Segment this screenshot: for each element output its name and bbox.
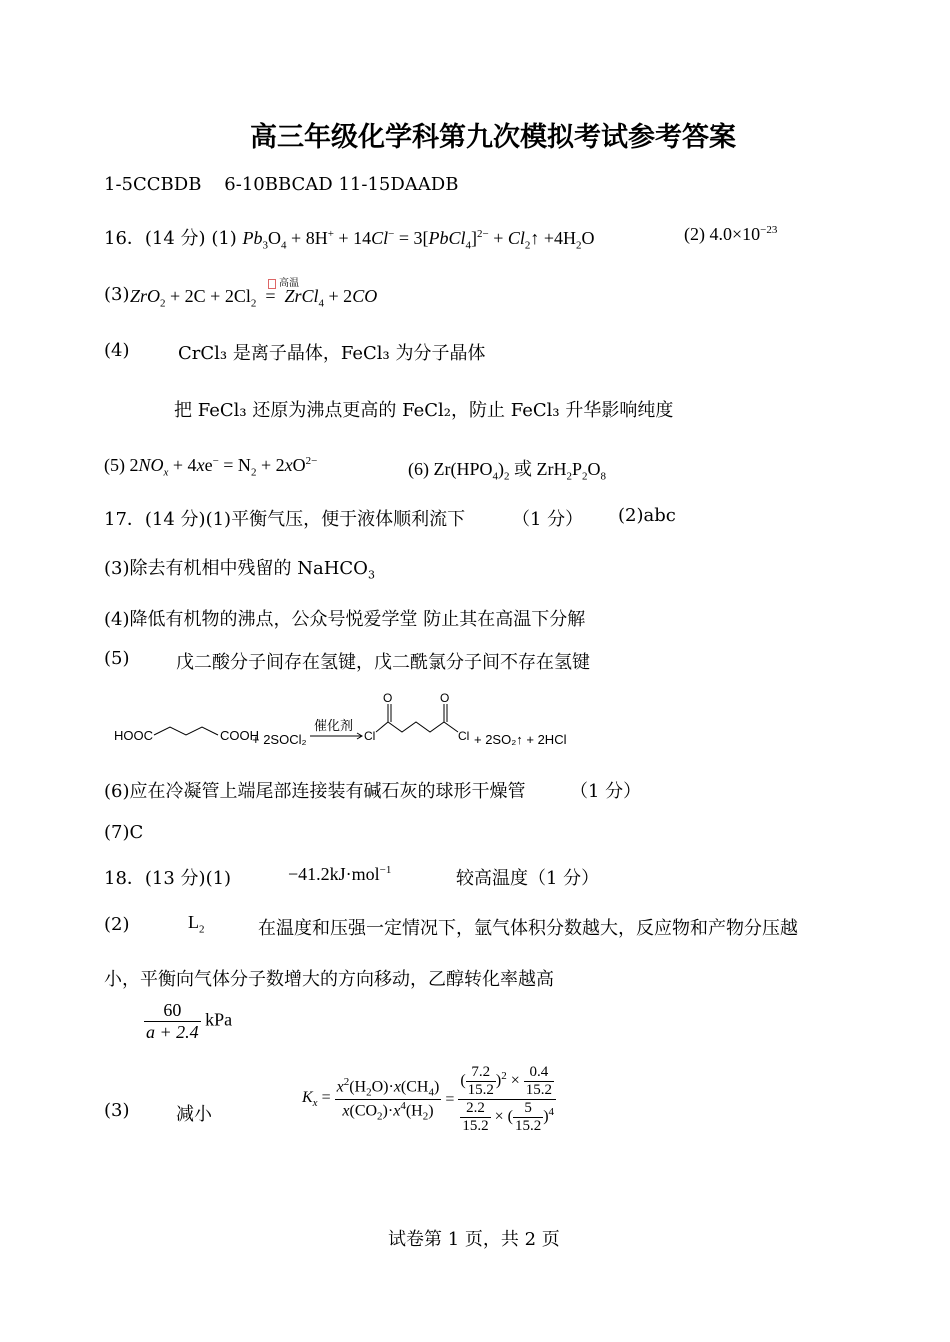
q18-part1-label: 18．(13 分)(1) [104,868,232,889]
q16-equation3: $ZrO_2 + 2C + 2Cl_2$ = ZrCl$_4$ + 2CO [130,286,378,310]
reactant-cooh: COOH [220,728,259,743]
page-footer: 试卷第 1 页，共 2 页 [388,1229,560,1250]
q16-part4-line1: CrCl₃ 是离子晶体，FeCl₃ 为分子晶体 [178,343,486,364]
q18-part1-value: −41.2kJ·mol$^{-1}$ [288,864,392,884]
reagent-socl2: + 2SOCl₂ [252,732,307,747]
reactant-hooc: HOOC [114,728,153,743]
q16-part6: (6) $Zr(HPO_4)_2$ 或 $ZrH_2P_2O_8$ [408,459,607,483]
reaction-scheme [112,690,592,752]
q18-part1-text: 较高温度（1 分） [456,868,600,889]
q18-part2-answer: $L_2$ [188,912,205,936]
byproducts: + 2SO₂↑ + 2HCl [474,732,567,747]
q17-part5-text: 戊二酸分子间存在氢键，戊二酰氯分子间不存在氢键 [176,652,590,673]
q18-kx-expression: $K_x$ = $\frac{x^2(H_2O)\cdot x(CH_4)}{x(CO_2)\cdot x^4(H_2)}$ = ( $\frac{7.2}{15.2}$ )$^2$ × $\frac{0.4}{15.2}$ $\frac{2.2}{15.2}$ × ( $\frac{5}{15.2}$ )$^4$ [302,1064,555,1134]
catalyst-label: 催化剂 [314,718,354,733]
q17-part3: (3)除去有机相中残留的 NaHCO$_3$ [104,558,375,582]
carbonyl-o-left: O [383,691,393,705]
q16-part2: (2) $4.0\times 10^{-23}$ [684,224,778,244]
q17-head: 17．(14 分) [104,509,206,530]
q18-head: 18．(13 分) [104,868,206,889]
product-cl-left: Cl [364,729,376,743]
q18-part2-line1: 在温度和压强一定情况下，氩气体积分数越大，反应物和产物分压越 [258,918,798,939]
q16-equation1: $Pb_3O_4 + 8H^+ + 14Cl^-$ = 3[PbCl$_4$]$^{2-}$ + $Cl_2↑ +4H_2O$ [242,228,595,252]
q17-part7: (7)C [104,822,144,843]
q17-part2: (2)abc [618,505,676,526]
q16-part1: 16．(14 分) (1) $Pb_3O_4 + 8H^+ + 14Cl^-$ = 3[PbCl$_4$]$^{2-}$ + $Cl_2↑ +4H_2O$ [104,228,595,252]
q16-part4-label: (4) [104,340,130,361]
q17-part5-label: (5) [104,648,130,669]
q18-part3-text: 减小 [176,1104,212,1125]
q17-part1: 17．(14 分)(1)平衡气压，便于液体顺利流下 [104,509,466,530]
q18-pressure-fraction: $\frac{60}{a + 2.4}$ kPa [146,1000,233,1042]
q17-part6-score: （1 分） [570,781,642,802]
q18-part2-label: (2) [104,914,130,935]
q16-part3-condition: 高温 [268,274,299,289]
q17-part1-score: （1 分） [512,509,584,530]
product-cl-right: Cl [458,729,470,743]
q17-part4: (4)降低有机物的沸点，公众号悦爱学堂 防止其在高温下分解 [104,609,586,630]
q18-part3-label: (3) [104,1100,130,1121]
q18-part2-line2: 小，平衡向气体分子数增大的方向移动，乙醇转化率越高 [104,969,554,990]
carbonyl-o-right: O [440,691,450,705]
q16-head: 16．(14 分) [104,228,206,249]
q16-part5: (5) $2NO_x + 4xe^- = N_2 + 2xO^{2-}$ [104,455,318,479]
page-title: 高三年级化学科第九次模拟考试参考答案 [250,122,736,153]
q16-part4-line2: 把 FeCl₃ 还原为沸点更高的 FeCl₂，防止 FeCl₃ 升华影响纯度 [174,400,674,421]
choice-answers: 1-5CCBDB 6-10BBCAD 11-15DAADB [104,174,459,195]
q16-part3-label: (3) [104,284,130,305]
q17-part6: (6)应在冷凝管上端尾部连接装有碱石灰的球形干燥管 [104,781,526,802]
